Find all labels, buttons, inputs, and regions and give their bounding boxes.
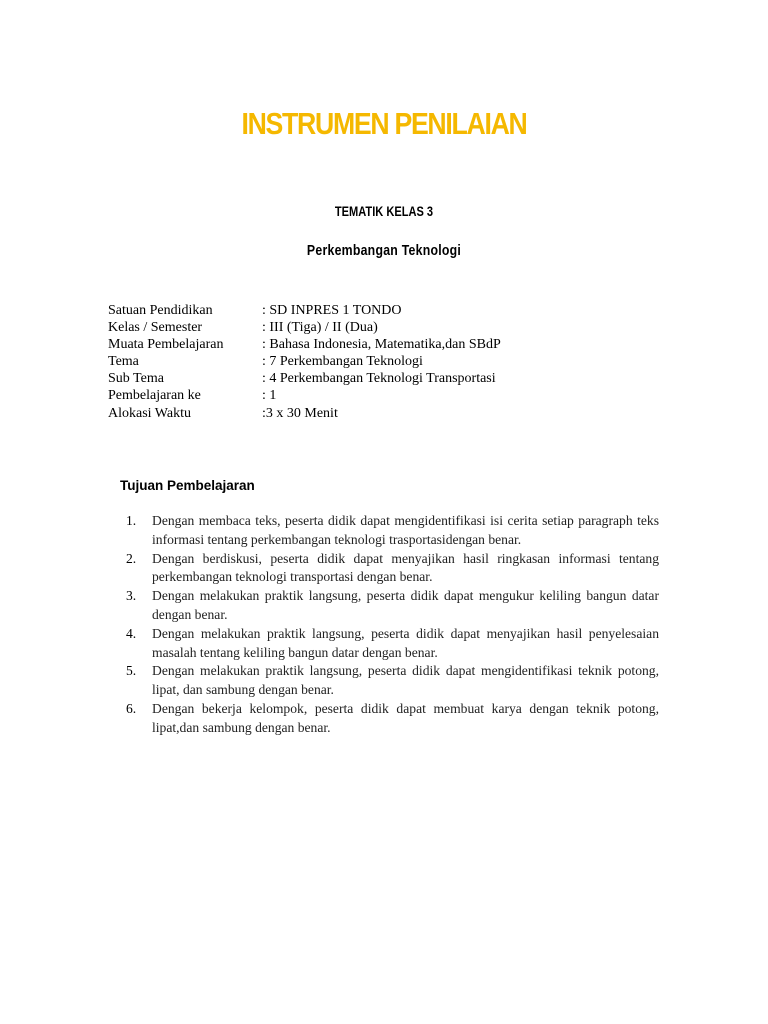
info-row-alokasi-waktu (108, 405, 501, 422)
class-heading: TEMATIK KELAS 3 (334, 204, 434, 219)
list-item-text: Dengan bekerja kelompok, peserta didik dapat membuat karya dengan teknik potong, lipat,dan sambung dengan benar. (152, 700, 659, 735)
info-value: : SD INPRES 1 TONDO (262, 303, 402, 318)
info-row-muatan-pembelajaran (108, 336, 501, 353)
info-label: Muata Pembelajaran (108, 337, 224, 353)
theme-heading: Perkembangan Teknologi (306, 242, 462, 259)
info-label: Alokasi Waktu (108, 405, 191, 421)
info-label: Satuan Pendidikan (108, 303, 213, 318)
info-value: : 1 (262, 388, 277, 404)
info-row-tema (108, 353, 501, 370)
list-item-number: 1. (126, 513, 137, 528)
list-item (126, 662, 659, 700)
info-label: Kelas / Semester (108, 320, 203, 336)
list-item (126, 587, 659, 625)
list-item (126, 512, 659, 550)
list-item-number: 5. (126, 663, 137, 679)
info-label: Pembelajaran ke (108, 388, 201, 404)
objectives-list (126, 512, 659, 738)
list-item-text: Dengan melakukan praktik langsung, peserta didik dapat mengidentifikasi teknik potong, lipat, dan sambung dengan benar. (152, 663, 659, 698)
list-item-number: 2. (126, 550, 137, 566)
info-label: Sub Tema (108, 371, 164, 387)
list-item-number: 4. (126, 625, 137, 641)
info-row-kelas-semester (108, 319, 501, 336)
list-item-text: Dengan melakukan praktik langsung, peserta didik dapat mengukur keliling bangun datar dengan benar. (152, 588, 659, 622)
info-value: :3 x 30 Menit (262, 405, 338, 421)
info-value: : 4 Perkembangan Teknologi Transportasi (262, 371, 496, 387)
list-item-text: Dengan berdiskusi, peserta didik dapat menyajikan hasil ringkasan informasi tentang perkembangan teknologi transportasi dengan benar. (152, 550, 659, 585)
list-item-number: 3. (126, 588, 137, 604)
list-item (126, 700, 659, 738)
list-item (126, 625, 659, 663)
info-row-satuan-pendidikan (108, 302, 501, 319)
list-item-text: Dengan membaca teks, peserta didik dapat mengidentifikasi isi cerita setiap paragraph teks informasi tentang perkembangan teknologi trasportasidengan benar. (152, 513, 659, 547)
list-item-number: 6. (126, 700, 137, 716)
document-title: INSTRUMEN PENILAIAN (241, 106, 527, 141)
info-value: : 7 Perkembangan Teknologi (262, 354, 423, 370)
info-row-pembelajaran-ke (108, 387, 501, 404)
objectives-heading: Tujuan Pembelajaran (120, 478, 255, 493)
info-value: : III (Tiga) / II (Dua) (262, 320, 378, 336)
list-item (126, 550, 659, 588)
info-label: Tema (108, 354, 139, 370)
info-row-sub-tema (108, 370, 501, 387)
info-value: : Bahasa Indonesia, Matematika,dan SBdP (262, 337, 501, 353)
info-table (108, 302, 501, 422)
list-item-text: Dengan melakukan praktik langsung, peserta didik dapat menyajikan hasil penyelesaian masalah tentang keliling bangun datar dengan benar. (152, 625, 659, 660)
